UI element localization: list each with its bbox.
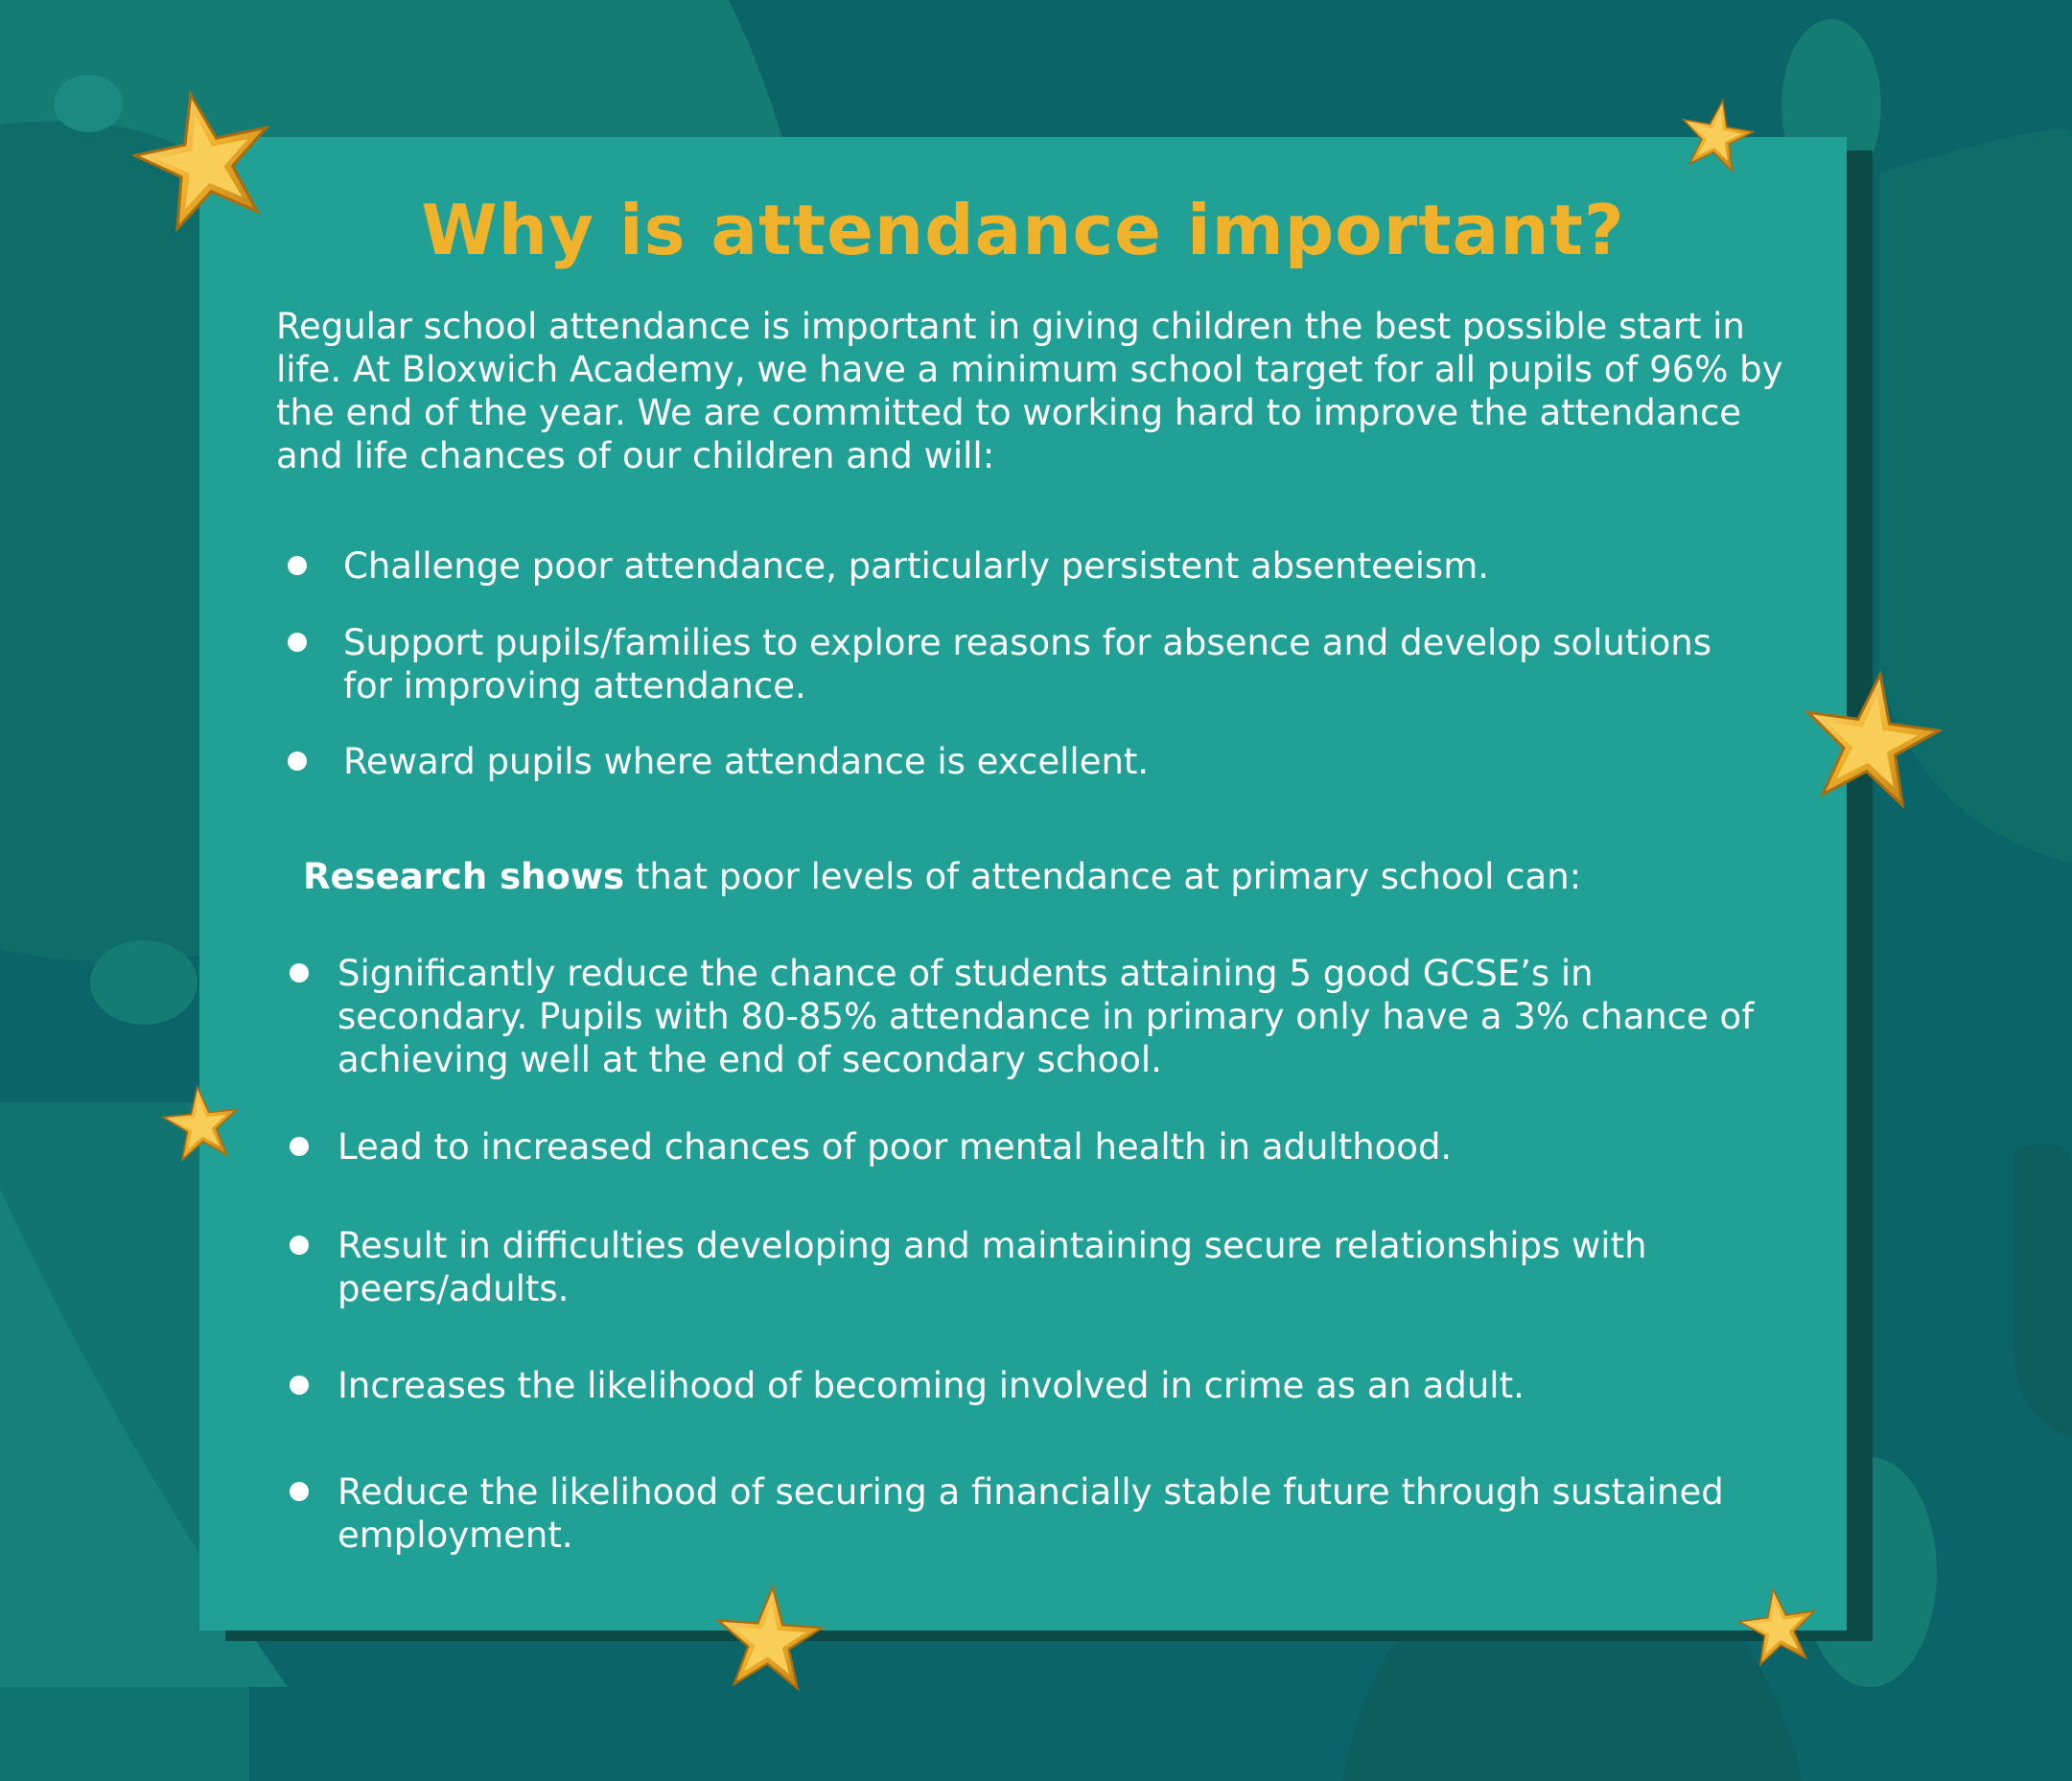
bullet-icon	[290, 963, 309, 983]
bullet-icon	[290, 1482, 309, 1501]
list-item	[288, 621, 1764, 707]
list-item	[288, 740, 1822, 783]
research-point-text: Reduce the likelihood of securing a financially stable future through sustained employment.	[338, 1471, 1724, 1556]
star-icon	[132, 90, 278, 236]
research-point-text: Increases the likelihood of becoming involved in crime as an adult.	[338, 1365, 1525, 1406]
star-icon	[712, 1584, 826, 1698]
commitment-text: Challenge poor attendance, particularly persistent absenteeism.	[343, 545, 1490, 587]
research-point-text: Significantly reduce the chance of students attaining 5 good GCSE’s in secondary. Pupils with 80-85% attendance in primary only have a 3% chance of achieving well at the end of secondary school.	[338, 953, 1755, 1080]
star-icon	[161, 1085, 242, 1166]
research-rest: that poor levels of attendance at primary school can:	[624, 856, 1582, 897]
bullet-icon	[288, 556, 307, 575]
list-item	[290, 1224, 1814, 1310]
bullet-icon	[288, 633, 307, 652]
star-icon	[1678, 99, 1755, 175]
page-title: Why is attendance important?	[421, 190, 1625, 270]
intro-paragraph: Regular school attendance is important in giving children the best possible start in life. At Bloxwich Academy, we have a minimum school target for all pupils of 96% by the end of the year. We are committed to working hard to improve the attendance and life chances of our children and will:	[276, 306, 1783, 476]
bullet-icon	[288, 752, 307, 771]
research-lead: Research shows	[303, 856, 625, 897]
list-item	[290, 952, 1766, 1081]
commitment-text: Reward pupils where attendance is excellent.	[343, 741, 1150, 782]
research-heading	[303, 855, 1581, 898]
list-item	[290, 1125, 1824, 1168]
bullet-icon	[290, 1137, 309, 1156]
research-point-text: Lead to increased chances of poor mental health in adulthood.	[338, 1126, 1453, 1168]
list-item	[288, 544, 1822, 588]
commitment-text: Support pupils/families to explore reasons for absence and develop solutions for improving attendance.	[343, 622, 1712, 706]
list-item	[290, 1364, 1824, 1407]
bullet-icon	[290, 1376, 309, 1395]
bullet-icon	[290, 1236, 309, 1255]
research-point-text: Result in difficulties developing and maintaining secure relationships with peers/adults.	[338, 1225, 1647, 1309]
list-item	[290, 1470, 1728, 1557]
star-icon	[1737, 1587, 1820, 1670]
title-wrap	[199, 0, 1847, 307]
star-icon	[1799, 671, 1943, 815]
